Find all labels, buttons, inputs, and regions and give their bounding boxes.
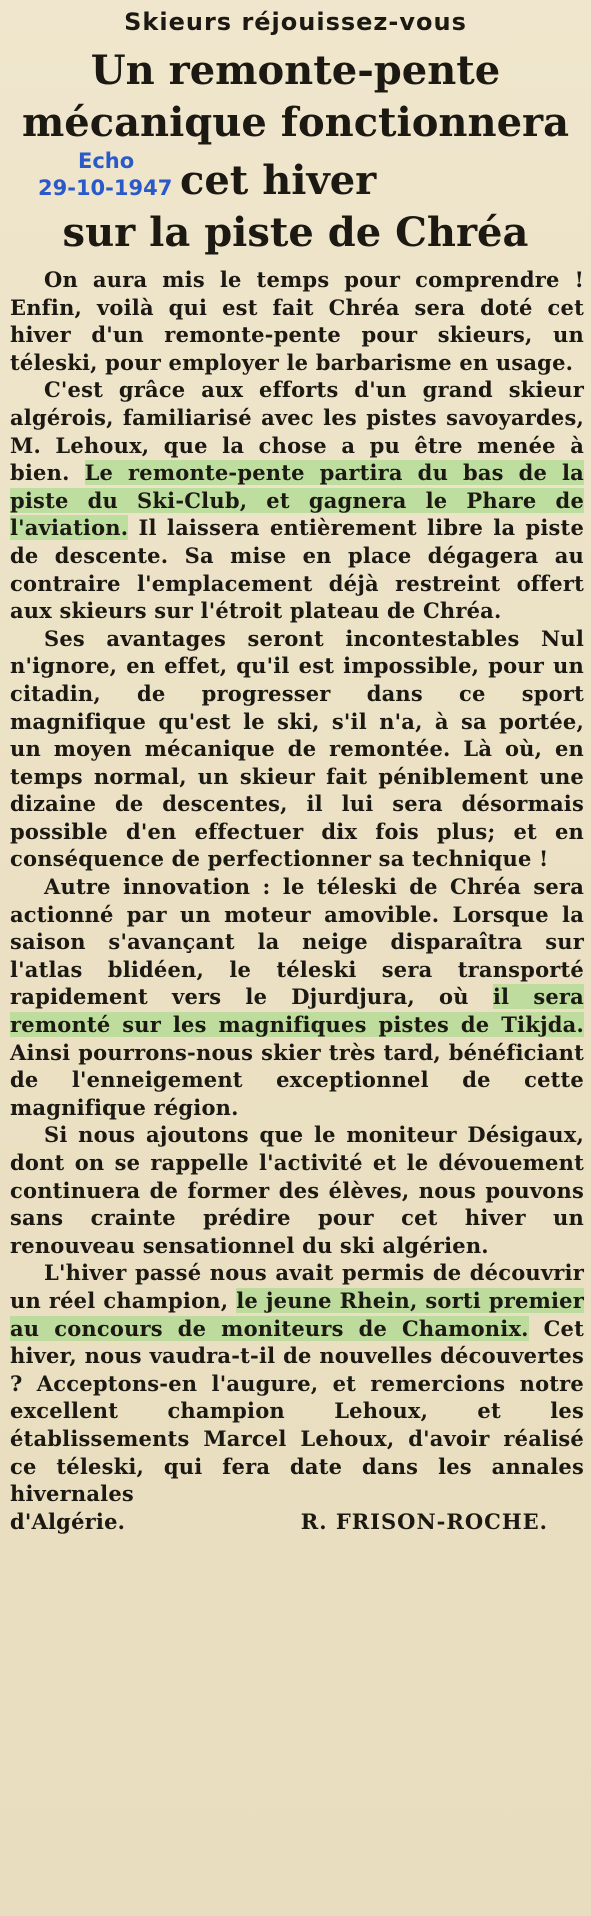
paragraph-6-text-a: L'hiver passé nous avait permis de découvrir un réel champion, [10,1260,584,1313]
article-body [10,266,584,1535]
closing-word: d'Algérie. [10,1508,126,1534]
kicker: Skieurs réjouissez-vous [124,8,467,36]
highlight-2: il sera remonté sur les magnifiques pistes de Tikjda. [10,984,584,1038]
paragraph-6 [10,1259,584,1507]
paragraph-5: Si nous ajoutons que le moniteur Désigaux, dont on se rappelle l'activité et le dévouement continuera de former des élèves, nous pouvons sans crainte prédire pour cet hiver un renouveau sensationnel du ski algérien. [10,1122,584,1258]
headline-line-3: cet hiver [180,157,377,204]
highlight-1: Le remonte-pente partira du bas de la piste du Ski-Club, et gagnera le Phare de l'aviation. [10,460,584,541]
paragraph-6-text-b: Cet hiver, nous vaudra-t-il de nouvelles découvertes ? Acceptons-en l'augure, et remercions notre excellent champion Lehoux, et les établissements Marcel Lehoux, d'avoir réalisé ce téleski, qui fera date dans les annales hivernales [10,1315,584,1507]
paragraph-2-text-a: C'est grâce aux efforts d'un grand skieur algérois, familiarisé avec les pistes savoyardes, M. Lehoux, que la chose a pu être menée à bien. [10,377,584,486]
closing-line [10,1508,584,1536]
source-stamp: Echo [78,149,135,173]
headline-line-1: Un remonte-pente [90,47,501,94]
headline-line-2: mécanique fonctionnera [21,99,570,146]
paragraph-3: Ses avantages seront incontestables Nul n'ignore, en effet, qu'il est impossible, pour un citadin, de progresser dans ce sport magnifique qu'est le ski, s'il n'a, à sa portée, un moyen mécanique de remontée. Là où, en temps normal, un skieur fait péniblement une dizaine de descentes, il lui sera désormais possible d'en effectuer dix fois plus; et en conséquence de perfectionner sa technique ! [10,625,584,872]
paragraph-1: On aura mis le temps pour comprendre ! Enfin, voilà qui est fait Chréa sera doté cet hiver d'un remonte-pente pour skieurs, un téleski, pour employer le barbarisme en usage. [10,267,584,375]
paragraph-4-text-b: Ainsi pourrons-nous skier très tard, bénéficiant de l'enneigement exceptionnel de cette magnifique région. [10,1039,584,1120]
paragraph-2-text-b: Il laissera entièrement libre la piste de descente. Sa mise en place dégagera au contraire l'emplacement déjà restreint offert aux skieurs sur l'étroit plateau de Chréa. [10,515,585,624]
author-signature: R. FRISON-ROCHE. [300,1508,548,1534]
headline-line-4: sur la piste de Chréa [62,209,529,256]
paragraph-2 [10,376,584,624]
paragraph-4 [10,873,584,1121]
date-stamp: 29-10-1947 [38,176,173,200]
highlight-3: le jeune Rhein, sorti premier au concours de moniteurs de Chamonix. [10,1287,584,1341]
paragraph-4-text-a: Autre innovation : le téleski de Chréa sera actionné par un moteur amovible. Lorsque la saison s'avançant la neige disparaîtra sur l'atlas blidéen, le téleski sera transporté rapidement vers le Djurdjura, où [10,874,584,1010]
